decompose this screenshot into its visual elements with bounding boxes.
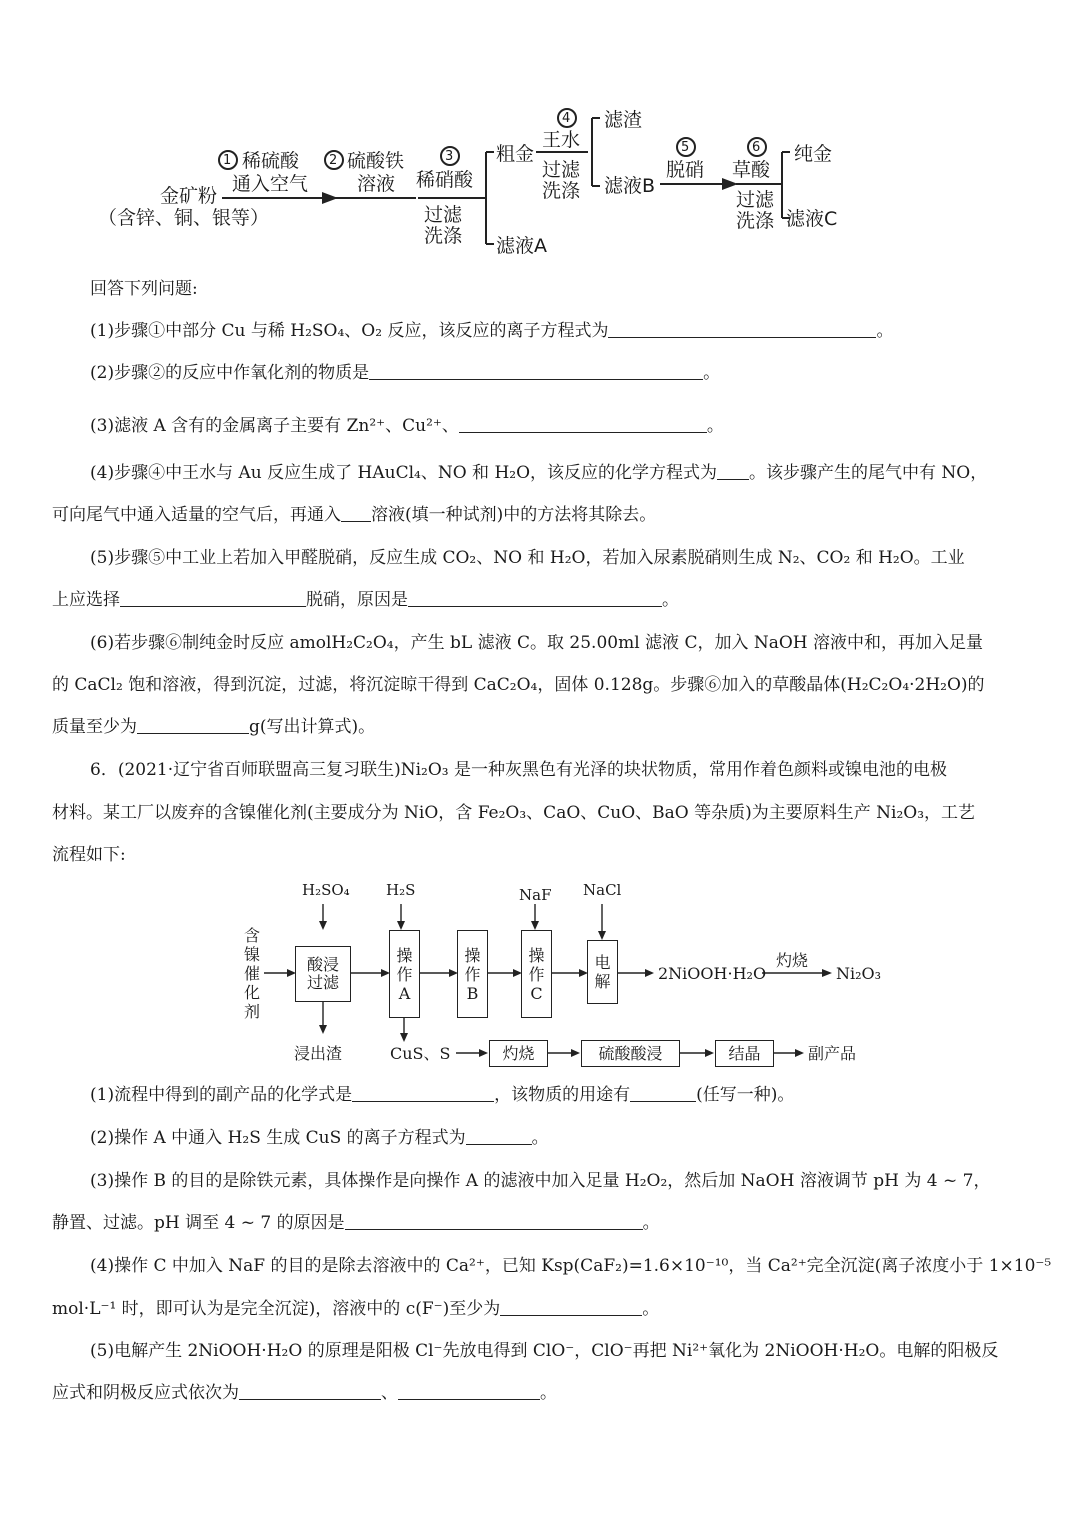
calcine-label: 灼烧	[776, 951, 809, 970]
answer-intro: 回答下列问题:	[90, 279, 198, 299]
question-6-intro-2: 材料。某工厂以废弃的含镍催化剂(主要成分为 NiO，含 Fe₂O₃、CaO、CuO、BaO 等杂质)为主要原料生产 Ni₂O₃，工艺	[52, 803, 976, 823]
step2-reagent-2: 溶液	[357, 173, 396, 195]
filtrate-c: 滤液C	[786, 208, 838, 230]
pure-gold: 纯金	[794, 143, 833, 165]
step-number-1: 1	[223, 153, 232, 168]
question-5-1: (1)步骤①中部分 Cu 与稀 H₂SO₄、O₂ 反应，该反应的离子方程式为 。	[52, 310, 1070, 352]
feed-label: 含镍催化剂	[243, 926, 260, 1021]
step-number-2: 2	[329, 153, 338, 168]
answer-blank[interactable]	[239, 1377, 381, 1400]
leach-residue: 浸出渣	[294, 1044, 343, 1063]
step1-reagent-1: 稀硫酸	[242, 150, 300, 172]
crude-gold: 粗金	[496, 143, 535, 165]
reagent-nacl: NaCl	[583, 881, 622, 899]
step3-reagent: 稀硝酸	[416, 169, 474, 191]
step-number-5: 5	[681, 140, 690, 155]
reagent-h2s: H₂S	[386, 881, 416, 899]
question-6-1: (1)流程中得到的副产品的化学式是 ，该物质的用途有 (任写一种)。	[52, 1074, 1070, 1116]
step3-filter: 过滤	[424, 204, 463, 226]
box-electrolysis: 电解	[587, 940, 618, 1004]
answer-blank[interactable]	[500, 1293, 642, 1316]
answer-blank[interactable]	[398, 1377, 540, 1400]
product-nickel-oxyhydroxide: 2NiOOH·H₂O	[658, 964, 767, 983]
gold-ore-composition: （含锌、铜、银等）	[98, 207, 270, 229]
step-number-4: 4	[562, 111, 571, 126]
question-6-4-line1: (4)操作 C 中加入 NaF 的目的是除去溶液中的 Ca²⁺，已知 Ksp(CaF₂)=1.6×10⁻¹⁰，当 Ca²⁺完全沉淀(离子浓度小于 1×10⁻⁵	[90, 1256, 1052, 1276]
step4-reagent: 王水	[542, 129, 581, 151]
box-acid-leach-filter: 酸浸 过滤	[295, 946, 351, 1002]
step-number-6: 6	[752, 140, 761, 155]
question-6-3-line1: (3)操作 B 的目的是除铁元素，具体操作是向操作 A 的滤液中加入足量 H₂O₂，然后加 NaOH 溶液调节 pH 为 4 ~ 7，	[90, 1171, 991, 1191]
question-5-5-line2: 上应选择 脱硝，原因是 。	[52, 579, 1032, 621]
step5-reagent: 脱硝	[666, 159, 705, 181]
residue: 滤渣	[604, 109, 643, 131]
box-operation-a: 操作A	[389, 930, 420, 1018]
question-5-6-line2: 的 CaCl₂ 饱和溶液，得到沉淀，过滤，将沉淀晾干得到 CaC₂O₄，固体 0.128g。步骤⑥加入的草酸晶体(H₂C₂O₄·2H₂O)的	[52, 675, 985, 695]
question-5-4-line2: 可向尾气中通入适量的空气后，再通入 溶液(填一种试剂)中的方法将其除去。	[52, 494, 1032, 536]
answer-blank[interactable]	[352, 1079, 494, 1102]
question-5-6-line1: (6)若步骤⑥制纯金时反应 amolH₂C₂O₄，产生 bL 滤液 C。取 25.00ml 滤液 C，加入 NaOH 溶液中和，再加入足量	[90, 633, 984, 653]
filtrate-a: 滤液A	[496, 235, 547, 257]
byproduct: 副产品	[808, 1044, 857, 1063]
question-6-4-line2: mol·L⁻¹ 时，即可认为是完全沉淀)，溶液中的 c(F⁻)至少为 。	[52, 1288, 1032, 1330]
answer-blank[interactable]	[466, 1122, 532, 1145]
question-5-6-line3: 质量至少为 g(写出计算式)。	[52, 706, 1032, 748]
box-sulfuric-leach: 硫酸酸浸	[581, 1040, 680, 1067]
step6-filter: 过滤	[736, 189, 775, 211]
step4-filter: 过滤	[542, 159, 581, 181]
step6-reagent: 草酸	[732, 159, 771, 181]
box-calcine: 灼烧	[489, 1040, 548, 1067]
step-number-3: 3	[445, 149, 454, 164]
question-5-2: (2)步骤②的反应中作氧化剂的物质是 。	[52, 352, 1070, 394]
step4-wash: 洗涤	[542, 180, 581, 202]
question-5-4-line1: (4)步骤④中王水与 Au 反应生成了 HAuCl₄、NO 和 H₂O，该反应的化学方程式为 。该步骤产生的尾气中有 NO，	[52, 452, 1070, 494]
step2-reagent-1: 硫酸铁	[347, 150, 405, 172]
gold-ore-label: 金矿粉	[160, 185, 218, 207]
step1-reagent-2: 通入空气	[232, 173, 309, 195]
question-6-5-line2: 应式和阴极反应式依次为 、 。	[52, 1372, 1032, 1414]
product-ni2o3: Ni₂O₃	[836, 964, 882, 983]
question-5-5-line1: (5)步骤⑤中工业上若加入甲醛脱硝，反应生成 CO₂、NO 和 H₂O，若加入尿素脱硝则生成 N₂、CO₂ 和 H₂O。工业	[90, 548, 965, 568]
answer-blank[interactable]	[345, 1207, 643, 1230]
step3-wash: 洗涤	[424, 225, 463, 247]
cus-s-precipitate: CuS、S	[390, 1044, 451, 1063]
question-6-intro-3: 流程如下:	[52, 845, 126, 865]
answer-blank[interactable]	[630, 1079, 696, 1102]
question-5-3: (3)滤液 A 含有的金属离子主要有 Zn²⁺、Cu²⁺、 。	[52, 405, 1070, 447]
question-6-5-line1: (5)电解产生 2NiOOH·H₂O 的原理是阳极 Cl⁻先放电得到 ClO⁻，ClO⁻再把 Ni²⁺氧化为 2NiOOH·H₂O。电解的阳极反	[90, 1341, 999, 1361]
question-6-3-line2: 静置、过滤。pH 调至 4 ~ 7 的原因是 。	[52, 1202, 1032, 1244]
filtrate-b: 滤液B	[604, 175, 656, 197]
box-operation-b: 操作B	[457, 930, 488, 1018]
reagent-h2so4: H₂SO₄	[302, 881, 350, 899]
question-6-2: (2)操作 A 中通入 H₂S 生成 CuS 的离子方程式为 。	[52, 1117, 1070, 1159]
question-6-intro-1: 6．(2021·辽宁省百师联盟高三复习联生)Ni₂O₃ 是一种灰黑色有光泽的块状物质，常用作着色颜料或镍电池的电极	[90, 760, 948, 780]
step6-wash: 洗涤	[736, 210, 775, 232]
box-operation-c: 操作C	[521, 930, 552, 1018]
reagent-naf: NaF	[519, 886, 552, 904]
box-crystallize: 结晶	[715, 1040, 774, 1067]
